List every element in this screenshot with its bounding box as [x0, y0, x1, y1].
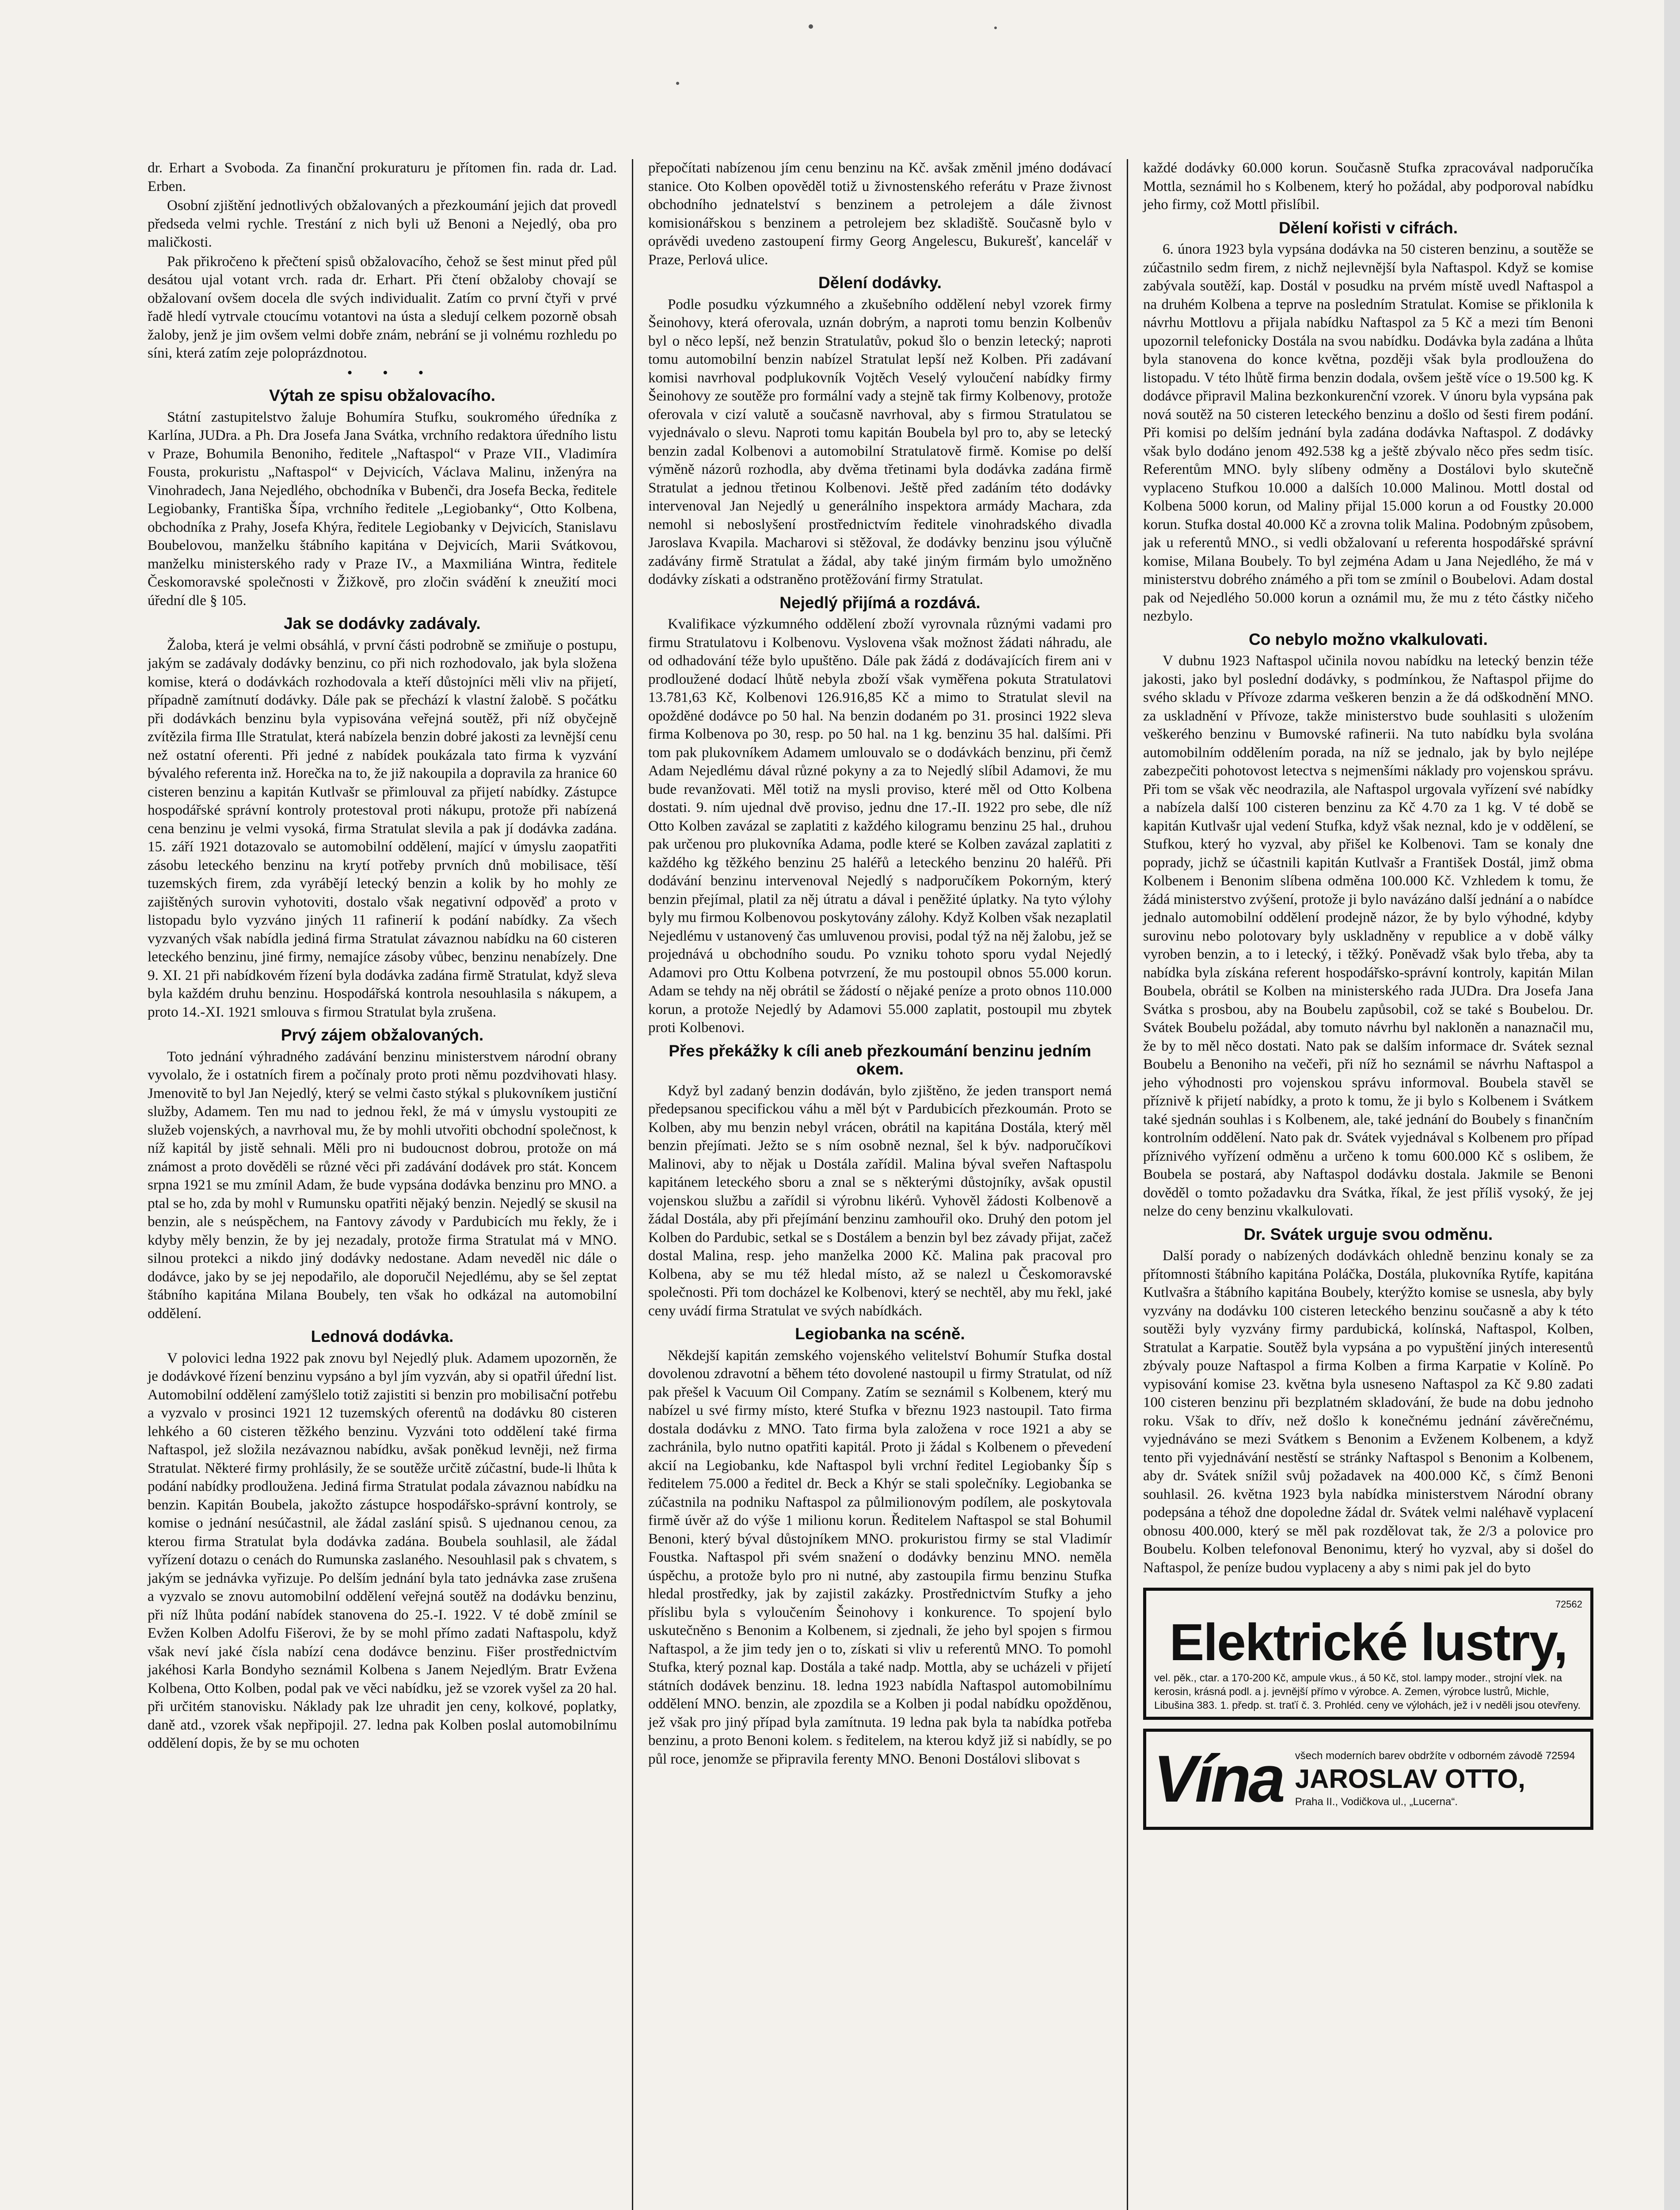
paragraph: Kvalifikace výzkumného oddělení zboží vyrovnala různými vadami pro firmu Stratulatovu i Kolbenovu. Vyslovena však možnost žádati náhradu, ale od odhadování téže bylo upuštěno. Dále pak žádá z dodávajících firem ani v prodloužené dodací lhůtě nebyla zboží však vyměřena pokuta Stratulatovi 13.781,63 Kč, Kolbenovi 126.916,85 Kč a mimo to Stratulat slevil na opožděné dodávce po 50 hal. Na benzin dodaném po 31. prosinci 1922 sleva firma Kolbenova po 30, resp. po 50 hal. na 1 kg. benzinu 35 hal. dalšími. Při tom pak plukovníkem Adamem umlouvalo se o dodávkách benzinu, při čemž Adam Nejedlému dával různé pokyny a za to Nejedlý slíbil Adamovi, že mu bude revanžovati. Měl totiž na mysli proviso, které měl od Otto Kolbena dostati. 9. ním ujednal dvě proviso, jednu dne 17.-II. 1922 pro sebe, dle níž Otto Kolben zavázal se zaplatiti z každého kilogramu benzinu 25 hal., druhou pak určenou pro plukovníka Adama, podle které se Kolben zavázal zaplatiti z každého kg těžkého benzinu 25 haléřů a leteckého benzinu 20 haléřů. Při dodávání benzinu intervenoval Nejedlý s nadporučíkem Pokorným, který benzin přejímal, platil za něj útratu a dával i peněžité úplatky. Na tyto výlohy byly mu firmou Kolbenovou poskytovány zálohy. Když Kolben však nezaplatil Nejedlému v ustanovený čas umluvenou provisi, podal týž na něj žalobu, jež se projednává u obchodního soudu. Po vzniku tohoto sporu vydal Nejedlý Adamovi pro Ottu Kolbena potvrzení, že mu postoupil obnos 55.000 korun. Adam se tehdy na něj obrátil se žádostí o nějaké peníze a proto obnos 110.000 korun, a protože Nejedlý by Adamovi 55.000 zaplatit, postoupil mu zbytek proti Kolbenovi.: [648, 616, 1112, 1036]
paragraph: Někdejší kapitán zemského vojenského velitelství Bohumír Stufka dostal dovolenou zdravotní a během této dovolené nastoupil u firmy Stratulat, od níž pak přešel k Vacuum Oil Company. Zatím se seznámil s Kolbenem, který mu nabízel u své firmy místo, které Stufka v březnu 1923 nastoupil. Tato firma dostala dodávku z MNO. Tato firma byla založena v roce 1921 a aby se zachránila, bylo nutno opatřiti kapitál. Proto ji žádal s Kolbenem o převedení akcií na Legiobanku, kde Naftaspol byli vrchní ředitel Legiobanky Šíp s ředitelem 75.000 a ředitel dr. Beck a Khýr se stali společníky. Legiobanka se zúčastnila na podniku Naftaspol za půlmilionovým podílem, ale poskytovala firmě úvěr až do výše 1 milionu korun. Ředitelem Naftaspol se stal Bohumil Benoni, který býval důstojníkem MNO. prokuristou firmy se stal Vladimír Foustka. Naftaspol při svém snažení o dodávky benzinu MNO. neměla úspěchu, a protože bylo pro ni nutné, aby zastoupila firmu benzinu Stufka hledal prostředky, jak by zajistil zakázky. Prostřednictvím Stufky a jeho příslibu byla s vyloučením Šeinohovy i konkurence. To spojení bylo uskutečněno s Benonim a Kolbenem, si zjednali, že jeho byl spojen s firmou Naftaspol, a že jim tedy jen o to, získati si vliv u referentů MNO. To pomohl Stufka, který poznal kap. Dostála a také nadp. Mottla, aby se ucházeli v přijetí státních dodávek benzinu. 18. ledna 1923 nabídla Naftaspol automobilnímu oddělení MNO. benzin, ale zpozdila se a Kolben ji podal nabídku opožděnou, jež však pro jiný případ byla zamítnuta. 19 ledna pak byla ta nabídka potřeba benzinu, a proto Benoni kolem. s ředitelem, na kterou když již si nabídly, se po půl roce, jenomže se připravila ferenty MNO. Benoni Dostálovi slibovat s: [648, 1347, 1112, 1767]
section-heading: Lednová dodávka.: [311, 1327, 454, 1345]
section-heading: Dělení dodávky.: [818, 274, 942, 292]
advertisement-lustry: [1143, 1588, 1593, 1720]
ad-number: 72562: [1555, 1599, 1582, 1610]
section-divider: • • •: [347, 364, 437, 381]
paragraph: Žaloba, která je velmi obsáhlá, v první části podrobně se zmiňuje o postupu, jakým se zadávaly dodávky benzinu, co při nich rozhodovalo, jak byla složena komise, která o dodávkách rozhodovala a kteří důstojníci měli vliv na přijetí, případně zamítnutí dodávky. Dále pak se přechází k vlastní žalobě. S počátku při dodávkách benzinu byla vypisována veřejná soutěž, při níž obyčejně zvítězila firma Ille Stratulat, která nabízela benzin dobré jakosti za levnější cenu než ostatní oferenti. Při jedné z nabídek poukázala tato firma k vyzvání bývalého referenta inž. Horečka na to, že již nakoupila a dopravila za hranice 60 cisteren benzinu a kapitán Kutlvašr se přimlouval za přijetí nabídky. Zástupce hospodářské správní kontroly protestoval proti nákupu, protože při nabízená cena benzinu je velmi vysoká, firma Stratulat slevila a pak jí dodávka zadána. 15. září 1921 dotazovalo se automobilní oddělení, mající v úmyslu zaopatřiti zásobu leteckého benzinu na krytí potřeby prvních dnů mobilisace, těší tuzemských firem, zda vyrábějí letecký benzin a kolik by ho mohly ze zajištěných surovin vyhotoviti, dostalo však negativní odpověď a proto v listopadu bylo vyzváno jiných 11 rafinerií k podání nabídky. Za všech vyzvaných však nabídla jediná firma Stratulat závaznou nabídku na 60 cisteren leteckého benzinu, jiné firmy, nemajíce zásoby vůbec, benzinu nenabízely. Dne 9. XI. 21 při nabídkovém řízení byla dodávka zadána firmě Stratulat, když sleva byla každém druhu benzinu. Hospodářská kontrola nesouhlasila s nákupem, a proto 14.-XI. 1921 smlouva s firmou Stratulat byla zrušena.: [148, 637, 617, 1020]
scan-speck: [809, 24, 813, 29]
section-heading: Legiobanka na scéně.: [795, 1325, 965, 1343]
paragraph: Další porady o nabízených dodávkách ohledně benzinu konaly se za přítomnosti štábního kapitána Poláčka, Dostála, plukovníka Rytífe, kapitána Kutlvašra a štábního kapitána Boubely, kterýžto komise se usnesla, aby byly vyzvány na dodávku 100 cisteren leteckého benzinu současně a aby k této soutěži byly vyzvány firmy pardubická, kolínská, Naftaspol, Kolben, Stratulat a Karpatie. Soutěž byla vypsána a po vypuštění jiných interesentů zbývaly pouze Naftaspol a firma Kolben a firma Karpatie v Kolíně. Po vypisování komise 23. května byla usneseno Naftaspol za Kč 9.80 zadati 100 cisteren benzinu při bezplatném skladování, že bude na dobu jednoho roku. Však to dřív, než došlo k konečnému jednání závěrečnému, vyjednáváno se mezi Svátkem s Benonim a Evženem Kolbenem, a když tento při vyjednávání nestěstí se stránky Naftaspol s Benonim a Kolbenem, aby dr. Svátek snížil svůj požadavek na 400.000 Kč, s čímž Benoni souhlasil. 26. května 1923 byla nabídka ministerstvem Národní obrany podepsána a téhož dne dopoledne žádal dr. Svátek velmi naléhavě vyplacení obnosu 400.000, který se měl pak rozdělovat tak, že 2/3 a polovice pro Boubelu. Kolben telefonoval Benonimu, který ho vyzval, aby si došel do Naftaspol, že peníze budou vyplaceny a aby s nimi pak jel do byto: [1143, 1248, 1593, 1576]
section-heading: Prvý zájem obžalovaných.: [281, 1026, 484, 1044]
paragraph: V dubnu 1923 Naftaspol učinila novou nabídku na letecký benzin téže jakosti, jako byl poslední dodávky, s podmínkou, že Naftaspol přijme do svého skladu v Přívoze zdarma veškeren benzin a že dá odškodnění MNO. za uskladnění v Přívoze, takže ministerstvo bude souhlasiti s uložením veškerého benzinu v Bumovské rafinerii. Na tuto nabídku byla svolána automobilním oddělením porada, na níž se jednalo, jak by bylo nejlépe zabezpečiti pohotovost letectva s nejmenšími náklady pro vojenskou správu. Při tom se však věc neodrazila, ale Naftaspol urgovala vyřízení své nabídky a nabízela další 100 cisteren benzinu za Kč 4.70 za 1 kg. V té době se kapitán Kutlvašr ujal vedení Stufka, když však neznal, kdo je v oddělení, se Stufkou, který ho vyzval, aby přišel ke Kolbenovi. Tam se konaly dne poprady, jichž se účastnili kapitán Kutlvašr a František Dostál, jimž obma Kolbenem i Benonim slíbena odměna 100.000 Kč. Vzhledem k tomu, že žádá ministerstvo zvýšení, protože ji bylo navázáno další jednání a o nabídce jednalo automobilní oddělení prodejně názor, že by bylo výhodné, kdyby surovinu nebo polotovary byly uskladněny v republice a v době války vyroben benzin, a to i letecký, i těžký. Poněvadž však bylo třeba, aby ta nabídka byla získána referent hospodářsko-správní kontroly, kapitán Milan Boubela, obrátil se Kolben na ministerského rada JUDra. Dra Josefa Jana Svátka s prosbou, aby na Boubelu zapůsobil, což se také s Boubelou. Dr. Svátek Boubelu požádal, aby tomuto návrhu byl nakloněn a nanaznačil mu, že by to měl něco dostati. Nato pak se dalším informace dr. Svátek seznal Boubelu a Benoniho na večeři, při níž ho seznámil se návrhu Naftaspol a jeho výhodnosti pro vojenskou správu informoval. Boubela stavěl se příznivě k přijetí nabídky, a proto k tomu, že ji bylo s Kolbenem i Svátkem také sjednán souhlas i s Kolbenem, ale, také jednání do Boubely s finančním kontrolním oddělení. Nato pak dr. Svátek vyjednával s Kolbenem pro případ příznivého vyřízení odměnu a určeno k tomu 600.000 Kč s oslibem, že Boubela se postará, aby Naftaspol dodávku dostala. Jakmile se Benoni dověděl o tomto požadavku dra Svátka, říkal, že jest příliš vysoký, že jej nelze do ceny benzinu vkalkulovati.: [1143, 653, 1593, 1219]
paragraph: Státní zastupitelstvo žaluje Bohumíra Stufku, soukromého úředníka z Karlína, JUDra. a Ph. Dra Josefa Jana Svátka, vrchního redaktora úředního listu v Praze, Bohumila Benoniho, ředitele „Naftaspol“ v Praze VII., Vladimíra Fousta, prokuristu „Naftaspol“ v Dejvicích, Václava Malinu, inženýra na Vinohradech, Jana Nejedlého, obchodníka v Bubenči, dra Josefa Becka, ředitele Legiobanky, Františka Šípa, vrchního ředitele „Legiobanky“, Otto Kolbena, obchodníka z Prahy, Josefa Khýra, ředitele Legiobanky v Dejvicích, Stanislavu Boubelovou, manželku štábního kapitána v Dejvicích, Marii Svátkovou, manželku ministerského rady v Praze IV., a Maxmiliána Wintra, ředitele Českomoravské společnosti v Žižkově, pro zločin svádění k zneužití moci úřední dle § 105.: [148, 409, 617, 609]
paragraph: 6. února 1923 byla vypsána dodávka na 50 cisteren benzinu, a soutěže se zúčastnilo sedm firem, z nichž nejlevnější byla Naftaspol. Když se komise zabývala soutěží, kap. Dostál v posudku na prvém místě uvedl Naftaspol a na druhém Kolbena a teprve na posledním Stratulat. Komise se přiklonila k návrhu Mottlovu a přijala nabídku Naftaspol za 5 Kč a mezi tím Benoni upozornil telefonicky Dostála na svou nabídku. Dodávka byla zadána a lhůta byla stanovena do konce května, později však byla prodloužena do listopadu. V této lhůtě firma benzin dodala, ovšem ještě více o 19.500 kg. K dodávce připravil Malina bezkonkurenční vzorek. V únoru byla vypsána pak nová soutěž na 50 cisteren leteckého benzinu a došlo od šesti firem podání. Při komisi po delším jednání byla zadána dodávka Naftaspol. Z dodávky však bylo dodáno jenom 492.538 kg a ještě zbývalo něco přes sedm tisíc. Referentům MNO. byly slíbeny odměny a Dostálovi bylo skutečně vyplaceno Stufkou 10.000 a dalších 10.000 Malinou. Mottl dostal od Kolbena 5000 korun, od Maliny přijal 15.000 korun a od Foustky 20.000 korun. Stufka dostal 40.000 Kč a zrovna tolik Malina. Podobným způsobem, jak u referentů MNO., si vedli obžalovaní u referenta hospodářské správní komise, Milana Boubely. To byl zejména Adam u Jana Nejedlého, že má v ministerstvu dobrého známého a při tom se zmínil o Boubelovi. Adam dostal pak od Nejedlého 50.000 korun a oznámil mu, že mu z této částky ničeho nezbylo.: [1143, 241, 1593, 624]
column-3: [1127, 159, 1608, 2210]
scan-speck: [994, 27, 997, 29]
ad-headline: Elektrické lustry,: [1169, 1613, 1567, 1672]
advertisement-vina: [1143, 1729, 1593, 1830]
ad-top-text: všech moderních barev obdržíte v odborném závodě: [1295, 1750, 1543, 1762]
ad-text: vel. pěk., ctar. a 170-200 Kč, ampule vkus., á 50 Kč, stol. lampy moder., strojní vlek. na kerosin, krásná podl. a j. jevnější přímo v výrobce. A. Zemen, výrobce lustrů, Michle, Libušina 383. 1. předp. st. traťí č. 3. Prohléd. ceny ve výlohách, jež i v neděli jsou otevřeny.: [1154, 1672, 1581, 1711]
section-heading: Dělení kořisti v cifrách.: [1278, 218, 1458, 237]
scan-edge: [1664, 0, 1680, 2210]
article-columns: [133, 159, 1608, 2210]
section-heading: Co nebylo možno vkalkulovati.: [1249, 630, 1488, 648]
ad-address: Praha II., Vodičkova ul., „Lucerna“.: [1295, 1796, 1458, 1808]
section-heading: Nejedlý přijímá a rozdává.: [779, 593, 981, 612]
ad-top-line: [1295, 1749, 1585, 1763]
column-2: [632, 159, 1127, 2210]
section-heading: Výtah ze spisu obžalovacího.: [269, 386, 495, 404]
column-3-text: [1143, 159, 1593, 1577]
paragraph: Toto jednání výhradného zadávání benzinu ministerstvem národní obrany vyvolalo, že i ostatních firem a počínaly proto proti němu pozdvihovati hlasy. Jmenovitě to byl Jan Nejedlý, který se velmi často stýkal s plukovníkem justiční služby, Adamem. Ten mu nad to jednou řekl, že má v úmyslu vystoupiti ze služeb vojenských, a navrhoval mu, že by mohli utvořiti obchodní společnost, k níž kapitál by jistě sehnali. Měli pro ni budoucnost dobrou, protože on má známost a proto dověděli se různé věci při zadávání dodávek pro stát. Koncem srpna 1921 se mu zmínil Adam, že bude vypsána dodávka benzinu pro MNO. a ptal se ho, zda by mohl v Rumunsku opatřiti nějaký benzin. Nejedlý se skusil na benzin, ale s neúspěchem, na Fantovy závody v Pardubicích mu řekly, že i kdyby měly benzin, že by jej nezadaly, protože firma Stratulat má v MNO. silnou protekci a nikdo jiný dodávky nedostane. Adam neveděl nic dále o dodávce, jako by se jej nepodařilo, ale doporučil Nejedlému, aby se šel zeptat štábního kapitána Milana Boubely, ten však ho odkázal na automobilní oddělení.: [148, 1048, 617, 1322]
ad-company-name: JAROSLAV OTTO,: [1295, 1764, 1525, 1794]
paragraph: V polovici ledna 1922 pak znovu byl Nejedlý pluk. Adamem upozorněn, že je dodávkové řízení benzinu vypsáno a byl jím vyzván, aby si opatřil úřední list. Automobilní oddělení zamýšlelo totiž zajistiti si benzin pro mobilisační potřebu a vyzvalo v prosinci 1921 12 tuzemských oferentů na dodávku 80 cisteren lehkého a 60 cisteren těžkého benzinu. Vyzváni toto oddělení také firma Naftaspol, jež složila nezávaznou nabídku, avšak poněkud levněji, než firma Stratulat. Některé firmy prohlásily, že se soutěže určitě zúčastní, bude-li lhůta k podání nabídky prodloužena. Jediná firma Stratulat podala závaznou nabídku na benzin. Kapitán Boubela, jakožto zástupce hospodářsko-správní kontroly, se komise o jednání nesúčastnil, ale žádal zaslání spisů. S ujednanou cenou, za kterou firma Stratulat byla dodávka zadána. Boubela souhlasil, ale žádal vyřízení dotazu o cenách do Rumunska zaslaného. Nesouhlasil pak s chvatem, s jakým se jednávka vyřizuje. Po delším jednání byla tato jednávka zase zrušena a vyzvalo se znovu automobilní oddělení veřejná soutěž na dodávku benzinu, při níž lhůta podání nabídek stanovena do 25.-I. 1922. V té době zmínil se Evžen Kolben Adolfu Fišerovi, že by se mohl přímo zadati Naftaspolu, když však neví jaké čísla nabízí cena dodávce benzinu. Fišer prostřednictvím jakéhosi Karla Bondyho seznámil Kolbena s Janem Nejedlým. Bratr Evžena Kolbena, Otto Kolben, podal pak ve věci nabídku, jež se vzorek vyšel za 20 hal. při určitém stanovisku. Náklady pak lze uhradit jen ceny, kolkové, poplatky, daně atd., vzorek však nepřipojil. 27. ledna pak Kolben poslal automobilnímu oddělení dopis, že by se mu ochoten: [148, 1350, 617, 1751]
section-heading: Přes překážky k cíli aneb přezkoumání benzinu jedním okem.: [669, 1041, 1091, 1078]
column-1: [133, 159, 632, 2210]
paragraph: dr. Erhart a Svoboda. Za finanční prokuraturu je přítomen fin. rada dr. Lad. Erben.: [148, 160, 617, 194]
paragraph: Pak přikročeno k přečtení spisů obžalovacího, čehož se šest minut před půl desátou ujal votant vrch. rada dr. Erhart. Při čtení obžaloby chovají se obžalovaní ovšem docela dle svých individualit. Zatím co první čtyři v prvé řadě hledí vytrvale ctoucímu votantovi na ústa a sledují celkem pozorně obsah žaloby, jenž je jim ovšem velmi dobře znám, nebrání se ji volnému rozhledu po síni, která zatím zeje poloprázdnotou.: [148, 253, 617, 361]
scan-speck: [676, 82, 679, 85]
section-heading: Dr. Svátek urguje svou odměnu.: [1243, 1225, 1493, 1243]
section-heading: Jak se dodávky zadávaly.: [284, 614, 481, 633]
paragraph: každé dodávky 60.000 korun. Současně Stufka zpracovával nadporučíka Mottla, seznámil ho s Kolbenem, který ho požádal, aby podporoval nabídku jeho firmy, což Mottl přislíbil.: [1143, 160, 1593, 213]
paragraph: Podle posudku výzkumného a zkušebního oddělení nebyl vzorek firmy Šeinohovy, která oferovala, uznán dobrým, a naproti tomu benzin Kolbenův byl o něco lepší, než benzin Stratulatův, pokud šlo o benzin letecký; naproti tomu automobilní benzin nabízel Stratulat lepší než Kolben. Při zadávaní komisi navrhoval podplukovník Vojtěch Veselý vyloučení nabídky firmy Šeinohovy ze soutěže pro formální vady a stejně tak firmy Kolbenovy, protože oferovala v cizí valutě a současně navrhoval, aby s firmou Stratulatou se vyjednávalo o slevu. Naproti tomu kapitán Boubela byl pro to, aby se letecký benzin zadal Kolbenovi a automobilní Stratulatově firmě. Komise po delší výměně názorů rozhodla, aby dvěma třetinami byla dodávka zadána firmě Stratulat a jednou třetinou Kolbenovi. Ještě před zadáním této dodávky intervenoval Jan Nejedlý u generálního inspektora armády Macharа, zda nemohl si neboslyšení prostřednictvím ředitele vinohradského divadla Jaroslava Kvapila. Macharovi si stěžoval, že dodávky benzinu jsou výlučně zadávány firmě Stratulat a žádal, aby také jiným firmám bylo umožněno dodávky získati a odstraněno protěžování firmy Stratulat.: [648, 296, 1112, 587]
ad-logo: Vína: [1153, 1741, 1283, 1816]
paragraph: přepočítati nabízenou jím cenu benzinu na Kč. avšak změnil jméno dodávací stanice. Oto Kolben opověděl totiž u živnostenského referátu v Praze živnost obchodního jednatelství s benzinem a petrolejem a dále živnost komisionářskou s benzinem a petrolejem bez skladiště. Současně bylo v oprávědi uvedeno zastoupení firmy Georg Angelescu, Bukurešť, kancelář v Praze, Perlová ulice.: [648, 160, 1112, 268]
ad-number: 72594: [1545, 1750, 1575, 1762]
paragraph: Když byl zadaný benzin dodáván, bylo zjištěno, že jeden transport nemá předepsanou specifickou váhu a měl být v Pardubicích přezkoumán. Proto se Kolben, aby mu benzin nebyl vrácen, obrátil na kapitána Dostála, který měl benzin přejímati. Ježto se s ním osobně neznal, šel k býv. nadporučíkovi Malinovi, aby to nějak u Dostála zařídil. Malina býval sveřen Naftaspolu kapitánem leteckého sboru a znal se s některými důstojníky, avšak opustil vojenskou službu a zařídil si výrobnu likérů. Vyhověl žádosti Kolbenově a žádal Dostála, aby při přejímání benzinu zamhouřil oko. Druhý den potom jel Kolben do Pardubic, setkal se s Dostálem a benzin byl bez závady přijat, začež dostal Malina, resp. jeho manželka 2000 Kč. Malina pak pracoval pro Kolbena, aby se mu též hledal místo, až se nalezl u Českomoravské společnosti. Při tom docházel ke Kolbenovi, který se nechtěl, aby mu řekl, jaké ceny uvádí firma Stratulat ve svých nabídkách.: [648, 1082, 1112, 1319]
ad-body: [1290, 1745, 1590, 1813]
paragraph: Osobní zjištění jednotlivých obžalovaných a přezkoumání jejich dat provedl předseda velmi rychle. Trestání z nich byli už Benoni a Nejedlý, oba pro maličkosti.: [148, 198, 617, 250]
